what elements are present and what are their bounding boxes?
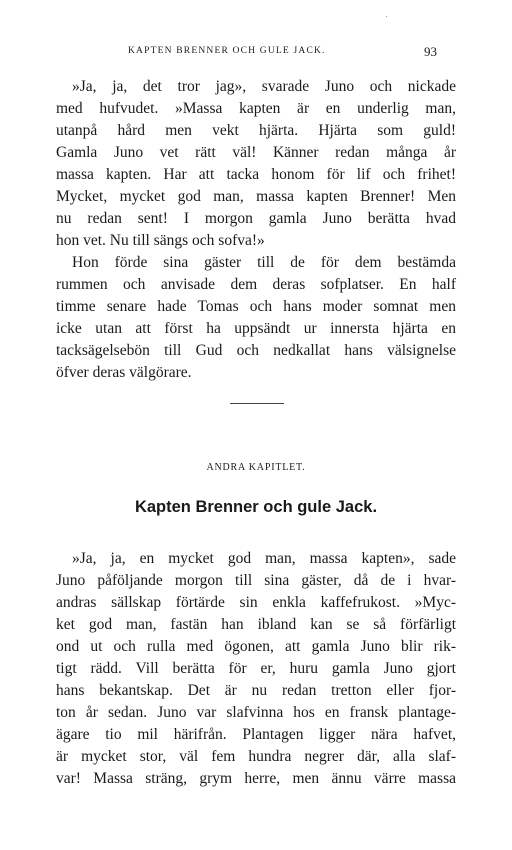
text-line: hans bekantskap. Det är nu redan tretton eller fjor- — [56, 682, 456, 699]
text-line: »Ja, ja, det tror jag», svarade Juno och nickade — [72, 78, 456, 95]
text-line: »Ja, ja, en mycket god man, massa kapten», sade — [72, 550, 456, 567]
text-line: med hufvudet. »Massa kapten är en underlig man, — [56, 100, 456, 117]
text-line: rummen och anvisade dem deras sofplatser. En half — [56, 276, 456, 293]
text-line: massa kapten. Har att tacka honom för lif och frihet! — [56, 166, 456, 183]
text-line: Mycket, mycket god man, massa kapten Brenner! Men — [56, 188, 456, 205]
running-head — [0, 46, 512, 62]
text-line: andras sällskap förtärde sin enkla kaffefrukost. »Myc- — [56, 594, 456, 611]
page-number: 93 — [424, 44, 437, 59]
text-line: öfver deras välgörare. — [56, 364, 192, 381]
text-line: nu redan sent! I morgon gamla Juno berätta hvad — [56, 210, 456, 227]
text-line: Gamla Juno vet rätt väl! Känner redan många år — [56, 144, 456, 161]
text-line: ägare tio mil härifrån. Plantagen ligger nära hafvet, — [56, 726, 456, 743]
text-line: timme senare hade Tomas och hans moder somnat men — [56, 298, 456, 315]
text-line: ond ut och rulla med ögonen, att gamla Juno blir rik- — [56, 638, 456, 655]
text-line: var! Massa sträng, grym herre, men ännu värre massa — [56, 770, 456, 787]
text-line: icke utan att först ha uppsändt ur innersta hjärta en — [56, 320, 456, 337]
text-line: tigt rädd. Vill berätta för er, huru gamla Juno gjort — [56, 660, 456, 677]
text-line: ton år sedan. Juno var slafvinna hos en fransk plantage- — [56, 704, 456, 721]
text-line: tacksägelsebön till Gud och nedkallat hans välsignelse — [56, 342, 456, 359]
text-line: Juno påföljande morgon till sina gäster, då de i hvar- — [56, 572, 456, 589]
text-line: är mycket stor, väl fem hundra negrer där, alla slaf- — [56, 748, 456, 765]
stray-dot — [386, 16, 387, 17]
text-line: Hon förde sina gäster till de för dem bestämda — [72, 254, 456, 271]
chapter-label: ANDRA KAPITLET. — [206, 462, 306, 473]
chapter-title: Kapten Brenner och gule Jack. — [134, 498, 378, 516]
running-title: KAPTEN BRENNER OCH GULE JACK. — [128, 46, 326, 56]
section-divider — [230, 403, 284, 404]
text-line: ket god man, fastän han ibland kan se så förfärligt — [56, 616, 456, 633]
text-line: hon vet. Nu till sängs och sofva!» — [56, 232, 265, 249]
text-line: utanpå hård men vekt hjärta. Hjärta som guld! — [56, 122, 456, 139]
